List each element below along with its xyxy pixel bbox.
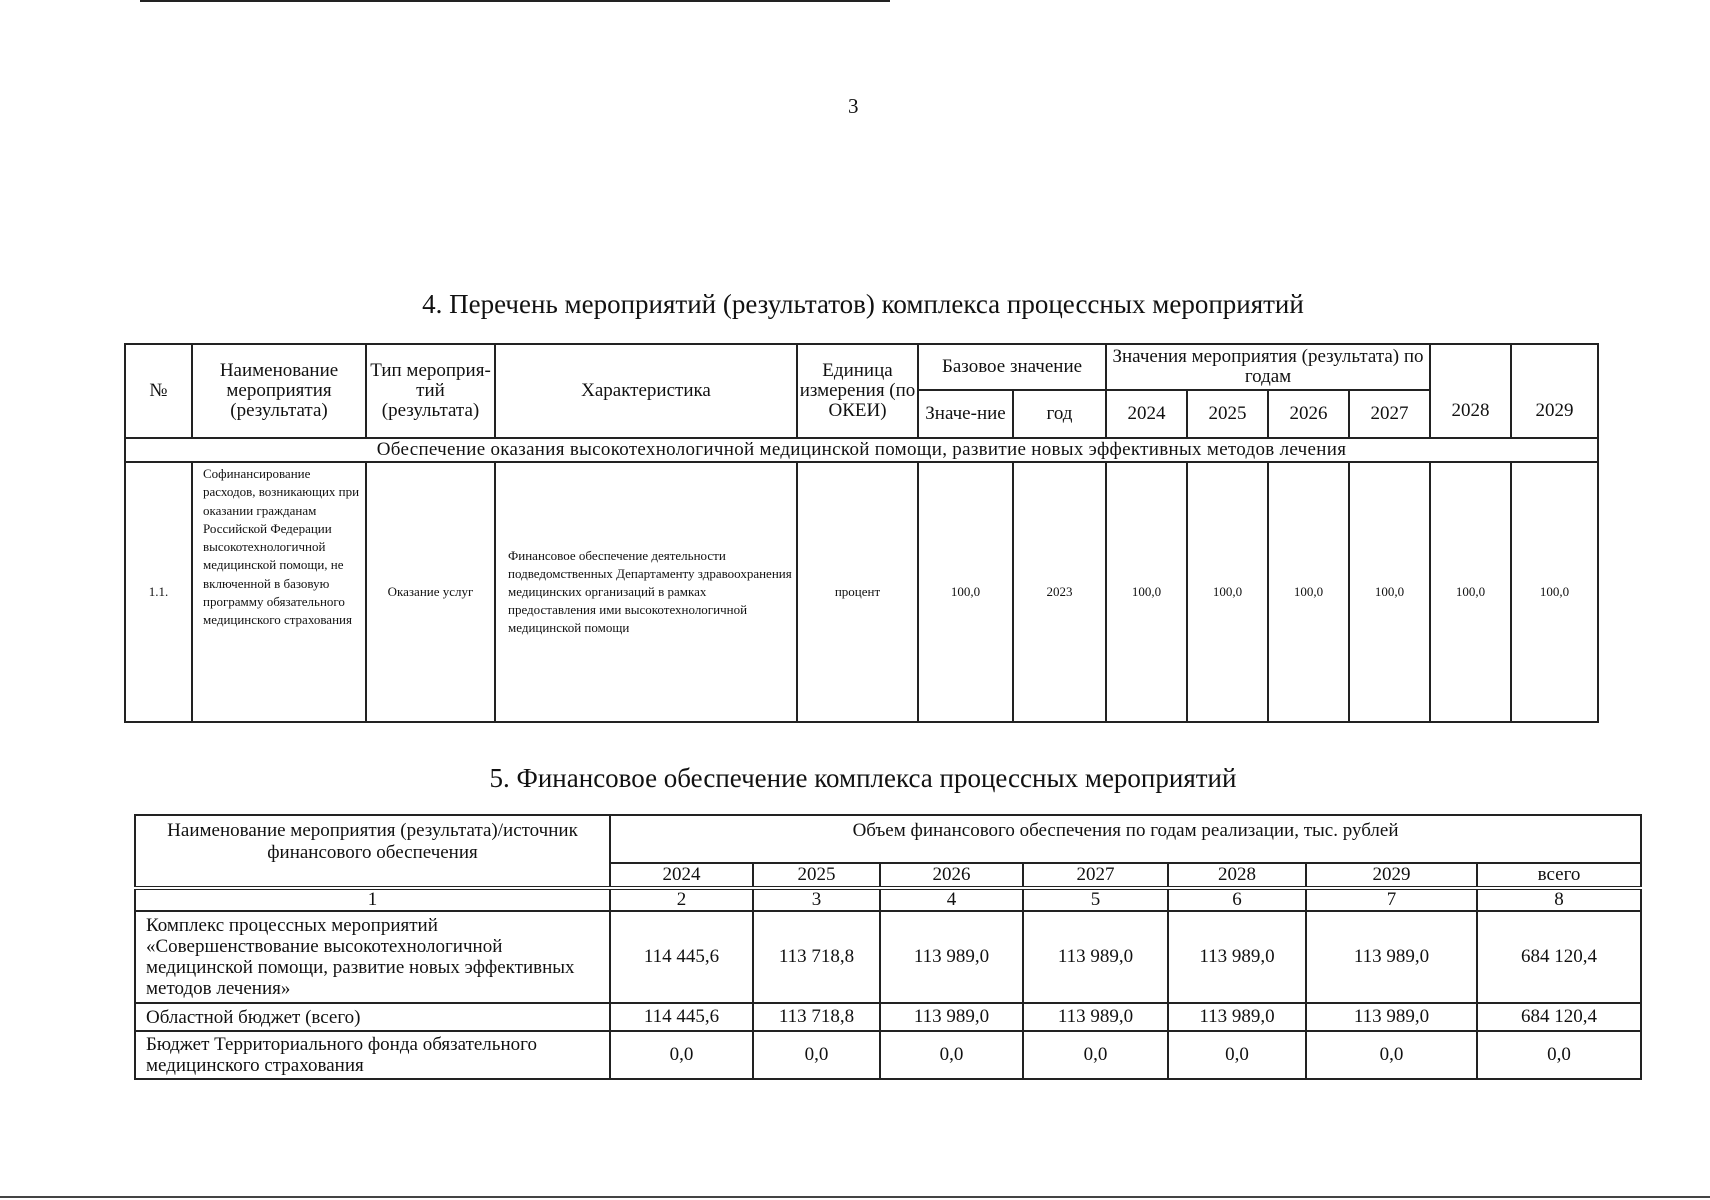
header-years-group: Значения мероприятия (результата) по годам	[1106, 344, 1430, 390]
col-number: 7	[1306, 888, 1477, 911]
fin-value-total: 684 120,4	[1477, 1003, 1641, 1031]
bottom-rule	[0, 1196, 1710, 1198]
row-name: Софинансирование расходов, возникающих при оказании гражданам Российской Федерации высокотехнологичной медицинской помощи, не включенной в базовую программу обязательного медицинского страхования	[192, 462, 366, 722]
fin-year-2024: 2024	[610, 863, 753, 888]
activities-table	[124, 343, 1599, 723]
row-value-2027: 100,0	[1349, 462, 1430, 722]
header-financing-name: Наименование мероприятия (результата)/источник финансового обеспечения	[135, 815, 610, 888]
fin-value: 113 989,0	[1306, 1003, 1477, 1031]
fin-value: 0,0	[1168, 1031, 1306, 1079]
row-value-2029: 100,0	[1511, 462, 1598, 722]
header-financing-volume: Объем финансового обеспечения по годам реализации, тыс. рублей	[610, 815, 1641, 863]
fin-row-label-tfoms: Бюджет Территориального фонда обязательного медицинского страхования	[135, 1031, 610, 1079]
row-value-2028: 100,0	[1430, 462, 1511, 722]
row-unit: процент	[797, 462, 918, 722]
section5-title: 5. Финансовое обеспечение комплекса процессных мероприятий	[489, 763, 1237, 793]
row-value-2026: 100,0	[1268, 462, 1349, 722]
col-number: 3	[753, 888, 880, 911]
fin-value: 113 989,0	[880, 1003, 1023, 1031]
fin-value: 114 445,6	[610, 1003, 753, 1031]
row-type: Оказание услуг	[366, 462, 495, 722]
fin-year-2027: 2027	[1023, 863, 1168, 888]
fin-value: 113 989,0	[1023, 1003, 1168, 1031]
fin-year-2026: 2026	[880, 863, 1023, 888]
page-number: 3	[848, 94, 859, 118]
header-year-2029: 2029	[1511, 344, 1598, 438]
header-year-2026: 2026	[1268, 390, 1349, 438]
col-number: 5	[1023, 888, 1168, 911]
col-number: 6	[1168, 888, 1306, 911]
fin-value-total: 0,0	[1477, 1031, 1641, 1079]
header-year-2027: 2027	[1349, 390, 1430, 438]
row-value-2025: 100,0	[1187, 462, 1268, 722]
top-rule	[140, 0, 890, 2]
header-year-2025: 2025	[1187, 390, 1268, 438]
header-num: №	[125, 344, 192, 438]
fin-value: 0,0	[880, 1031, 1023, 1079]
header-year-2028: 2028	[1430, 344, 1511, 438]
fin-row-label-complex: Комплекс процессных мероприятий «Совершенствование высокотехнологичной медицинской помощи, развитие новых эффективных методов лечения»	[135, 911, 610, 1003]
header-base-value: Значе-ние	[918, 390, 1013, 438]
fin-value: 114 445,6	[610, 911, 753, 1003]
row-base-value: 100,0	[918, 462, 1013, 722]
fin-value: 0,0	[610, 1031, 753, 1079]
col-number: 2	[610, 888, 753, 911]
fin-year-2029: 2029	[1306, 863, 1477, 888]
fin-value: 113 989,0	[880, 911, 1023, 1003]
group-row: Обеспечение оказания высокотехнологичной медицинской помощи, развитие новых эффективных методов лечения	[125, 438, 1598, 462]
fin-value: 113 989,0	[1306, 911, 1477, 1003]
header-year-2024: 2024	[1106, 390, 1187, 438]
fin-value: 113 989,0	[1023, 911, 1168, 1003]
row-value-2024: 100,0	[1106, 462, 1187, 722]
section4-title: 4. Перечень мероприятий (результатов) комплекса процессных мероприятий	[422, 289, 1304, 319]
fin-value: 0,0	[1023, 1031, 1168, 1079]
header-base: Базовое значение	[918, 344, 1106, 390]
fin-value: 113 989,0	[1168, 911, 1306, 1003]
col-number: 8	[1477, 888, 1641, 911]
fin-value-total: 684 120,4	[1477, 911, 1641, 1003]
header-type: Тип мероприя-тий (результата)	[366, 344, 495, 438]
fin-value: 113 718,8	[753, 911, 880, 1003]
header-name: Наименование мероприятия (результата)	[192, 344, 366, 438]
fin-value: 113 718,8	[753, 1003, 880, 1031]
col-number: 1	[135, 888, 610, 911]
financing-table	[134, 814, 1642, 1080]
fin-value: 0,0	[1306, 1031, 1477, 1079]
header-characteristic: Характеристика	[495, 344, 797, 438]
header-unit: Единица измерения (по ОКЕИ)	[797, 344, 918, 438]
fin-year-total: всего	[1477, 863, 1641, 888]
fin-value: 113 989,0	[1168, 1003, 1306, 1031]
row-characteristic: Финансовое обеспечение деятельности подведомственных Департаменту здравоохранения медицинских организаций в рамках предоставления ими высокотехнологичной медицинской помощи	[495, 462, 797, 722]
header-base-year: год	[1013, 390, 1106, 438]
fin-row-label-regional: Областной бюджет (всего)	[135, 1003, 610, 1031]
fin-year-2028: 2028	[1168, 863, 1306, 888]
fin-value: 0,0	[753, 1031, 880, 1079]
row-num: 1.1.	[125, 462, 192, 722]
col-number: 4	[880, 888, 1023, 911]
row-base-year: 2023	[1013, 462, 1106, 722]
fin-year-2025: 2025	[753, 863, 880, 888]
